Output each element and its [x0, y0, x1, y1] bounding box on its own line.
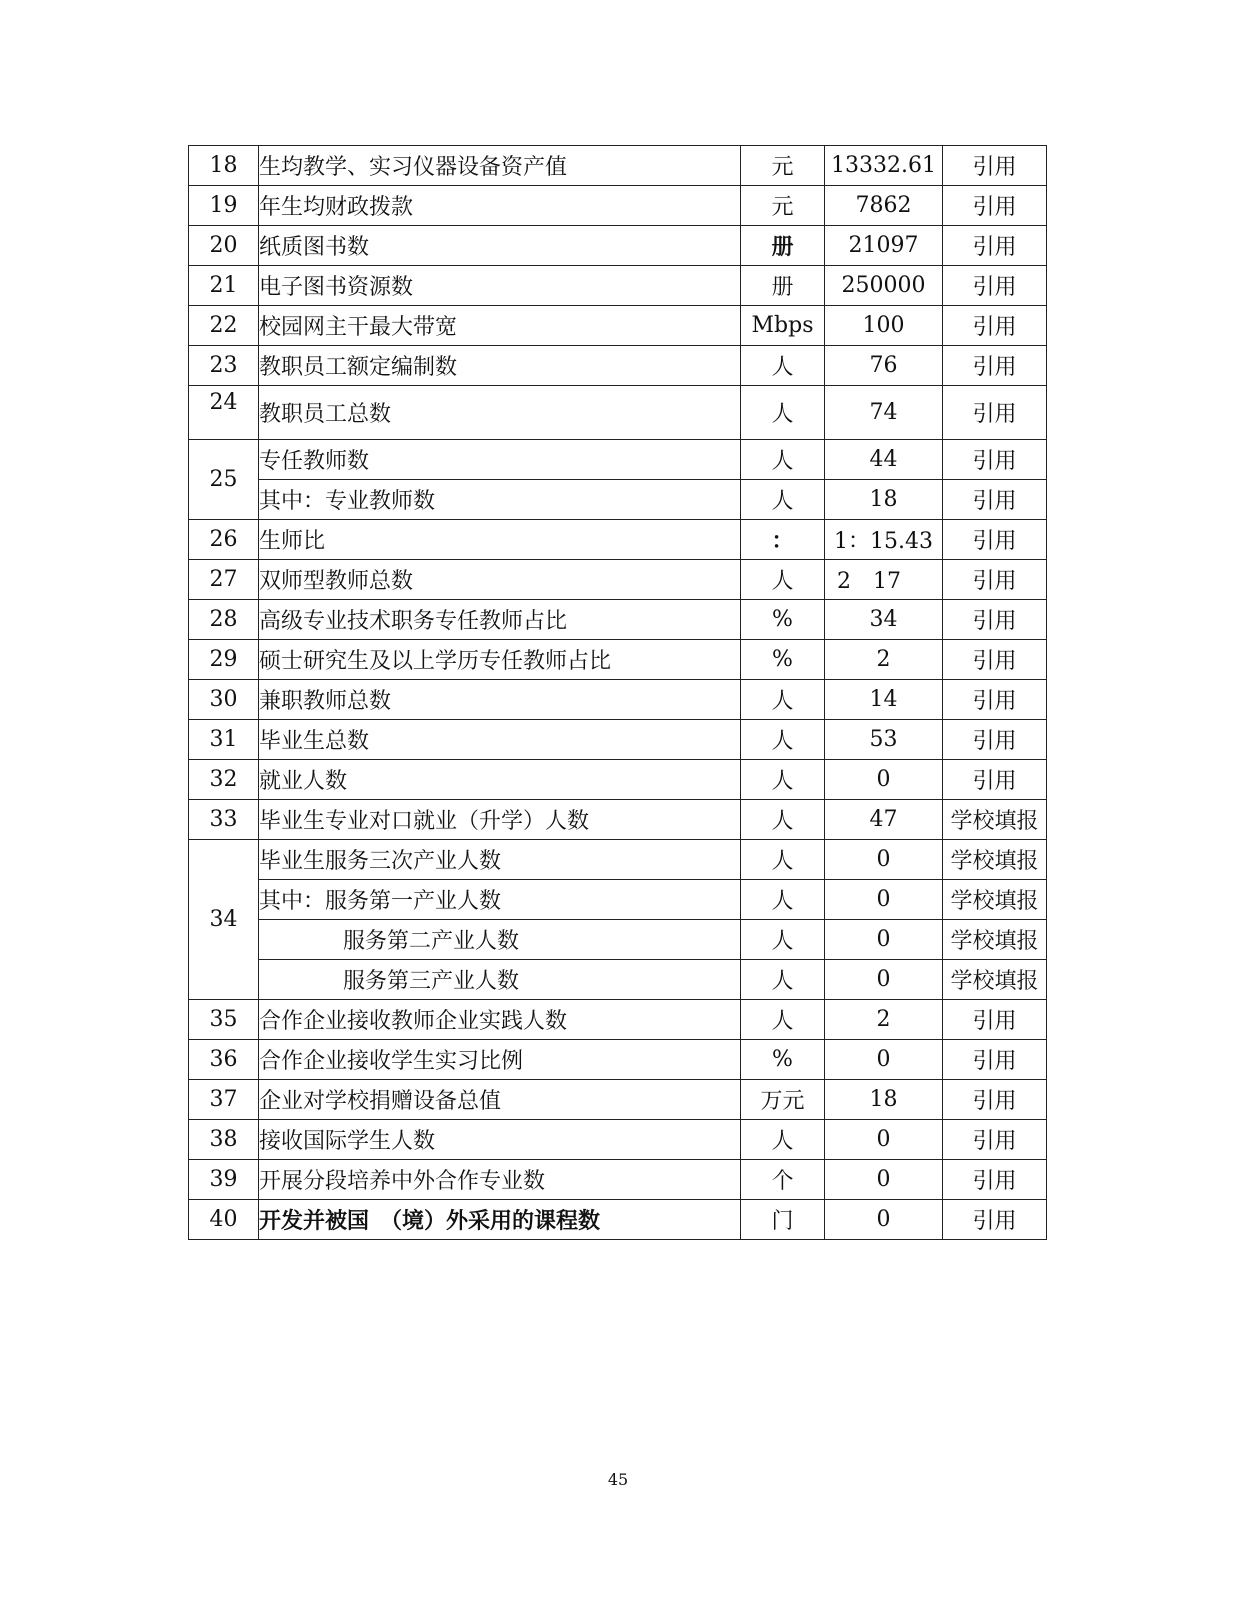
row-source: 引用 [943, 440, 1047, 480]
table-row [189, 720, 1047, 760]
row-source: 引用 [943, 266, 1047, 306]
row-value: 0 [825, 880, 943, 920]
row-unit: 册 [741, 226, 825, 266]
table-row [189, 1040, 1047, 1080]
row-value: 34 [825, 600, 943, 640]
row-item: 企业对学校捐赠设备总值 [259, 1080, 741, 1120]
row-source: 学校填报 [943, 880, 1047, 920]
row-number: 35 [189, 1000, 259, 1040]
row-unit: 人 [741, 880, 825, 920]
table-row [189, 346, 1047, 386]
table-row [189, 1120, 1047, 1160]
row-value: 47 [825, 800, 943, 840]
row-value: 0 [825, 1160, 943, 1200]
table-row [189, 640, 1047, 680]
row-value: 0 [825, 960, 943, 1000]
row-item: 合作企业接收学生实习比例 [259, 1040, 741, 1080]
row-unit: Mbps [741, 306, 825, 346]
table-row [189, 1200, 1047, 1240]
row-unit: 人 [741, 840, 825, 880]
row-source: 引用 [943, 186, 1047, 226]
row-number: 37 [189, 1080, 259, 1120]
table-row [189, 680, 1047, 720]
table-row [189, 800, 1047, 840]
table-row [189, 760, 1047, 800]
row-item: 双师型教师总数 [259, 560, 741, 600]
table-row [189, 560, 1047, 600]
row-item: 纸质图书数 [259, 226, 741, 266]
row-value: 14 [825, 680, 943, 720]
row-number: 32 [189, 760, 259, 800]
indicator-table [188, 145, 1047, 1240]
row-value: 2 [825, 1000, 943, 1040]
row-value: 100 [825, 306, 943, 346]
row-number: 31 [189, 720, 259, 760]
row-number: 24 [189, 386, 259, 440]
table-row [189, 520, 1047, 560]
table-row [189, 386, 1047, 440]
row-unit: 人 [741, 440, 825, 480]
row-item: 其中：专业教师数 [259, 480, 741, 520]
row-unit: 人 [741, 960, 825, 1000]
table-row [189, 1160, 1047, 1200]
page-number: 45 [607, 1470, 629, 1489]
row-number: 29 [189, 640, 259, 680]
row-value: 0 [825, 840, 943, 880]
row-source: 引用 [943, 1200, 1047, 1240]
row-item: 生师比 [259, 520, 741, 560]
row-unit: 人 [741, 680, 825, 720]
row-unit: 人 [741, 386, 825, 440]
row-item: 开展分段培养中外合作专业数 [259, 1160, 741, 1200]
row-number: 39 [189, 1160, 259, 1200]
row-item: 高级专业技术职务专任教师占比 [259, 600, 741, 640]
row-value: 2 17 [825, 560, 943, 600]
row-value: 21097 [825, 226, 943, 266]
table-row [189, 440, 1047, 480]
row-item: 其中：服务第一产业人数 [259, 880, 741, 920]
row-unit: % [741, 640, 825, 680]
row-item: 毕业生服务三次产业人数 [259, 840, 741, 880]
row-number: 25 [189, 440, 259, 520]
row-number: 23 [189, 346, 259, 386]
row-source: 引用 [943, 386, 1047, 440]
row-source: 引用 [943, 520, 1047, 560]
table-row [189, 226, 1047, 266]
table-row [189, 840, 1047, 880]
row-unit: 人 [741, 560, 825, 600]
row-value: 1：15.43 [825, 520, 943, 560]
row-value: 76 [825, 346, 943, 386]
table-row [189, 306, 1047, 346]
row-source: 引用 [943, 640, 1047, 680]
row-source: 引用 [943, 680, 1047, 720]
row-value: 0 [825, 760, 943, 800]
row-unit: 册 [741, 266, 825, 306]
row-value: 13332.61 [825, 146, 943, 186]
row-unit: 人 [741, 346, 825, 386]
row-unit: 万元 [741, 1080, 825, 1120]
row-item: 接收国际学生人数 [259, 1120, 741, 1160]
row-item: 开发并被国 （境）外采用的课程数 [259, 1200, 741, 1240]
row-item: 生均教学、实习仪器设备资产值 [259, 146, 741, 186]
row-source: 学校填报 [943, 920, 1047, 960]
row-number: 27 [189, 560, 259, 600]
row-value: 0 [825, 1120, 943, 1160]
row-item: 电子图书资源数 [259, 266, 741, 306]
table-row [189, 1000, 1047, 1040]
row-source: 学校填报 [943, 960, 1047, 1000]
row-value: 2 [825, 640, 943, 680]
row-unit: 人 [741, 800, 825, 840]
row-value: 44 [825, 440, 943, 480]
row-number: 18 [189, 146, 259, 186]
row-unit: ： [741, 520, 825, 560]
table-row [189, 880, 1047, 920]
table-row [189, 1080, 1047, 1120]
row-number: 34 [189, 840, 259, 1000]
row-value: 250000 [825, 266, 943, 306]
row-source: 引用 [943, 226, 1047, 266]
row-item: 专任教师数 [259, 440, 741, 480]
row-number: 19 [189, 186, 259, 226]
row-source: 引用 [943, 560, 1047, 600]
table-row [189, 480, 1047, 520]
row-value: 53 [825, 720, 943, 760]
row-number: 22 [189, 306, 259, 346]
row-unit: 人 [741, 920, 825, 960]
table-row [189, 920, 1047, 960]
row-unit: 人 [741, 760, 825, 800]
row-number: 36 [189, 1040, 259, 1080]
row-value: 18 [825, 1080, 943, 1120]
row-source: 引用 [943, 146, 1047, 186]
row-item: 兼职教师总数 [259, 680, 741, 720]
row-source: 引用 [943, 306, 1047, 346]
row-unit: 元 [741, 186, 825, 226]
row-item: 硕士研究生及以上学历专任教师占比 [259, 640, 741, 680]
row-unit: 门 [741, 1200, 825, 1240]
row-source: 学校填报 [943, 800, 1047, 840]
row-source: 引用 [943, 1000, 1047, 1040]
row-item: 教职员工总数 [259, 386, 741, 440]
row-item: 毕业生总数 [259, 720, 741, 760]
row-source: 引用 [943, 480, 1047, 520]
row-item: 服务第三产业人数 [259, 960, 741, 1000]
table-row [189, 600, 1047, 640]
row-number: 20 [189, 226, 259, 266]
row-number: 33 [189, 800, 259, 840]
row-unit: 元 [741, 146, 825, 186]
row-item: 毕业生专业对口就业（升学）人数 [259, 800, 741, 840]
row-item: 就业人数 [259, 760, 741, 800]
row-value: 0 [825, 920, 943, 960]
row-item: 服务第二产业人数 [259, 920, 741, 960]
row-source: 引用 [943, 346, 1047, 386]
row-value: 18 [825, 480, 943, 520]
row-unit: 人 [741, 1120, 825, 1160]
row-unit: 人 [741, 1000, 825, 1040]
row-source: 引用 [943, 1040, 1047, 1080]
row-unit: 人 [741, 480, 825, 520]
row-source: 引用 [943, 760, 1047, 800]
row-item: 合作企业接收教师企业实践人数 [259, 1000, 741, 1040]
table-row [189, 266, 1047, 306]
row-source: 学校填报 [943, 840, 1047, 880]
row-value: 0 [825, 1040, 943, 1080]
row-number: 30 [189, 680, 259, 720]
row-item: 校园网主干最大带宽 [259, 306, 741, 346]
row-number: 28 [189, 600, 259, 640]
row-unit: 个 [741, 1160, 825, 1200]
table-row [189, 960, 1047, 1000]
row-item: 年生均财政拨款 [259, 186, 741, 226]
table-row [189, 146, 1047, 186]
row-unit: % [741, 1040, 825, 1080]
row-number: 26 [189, 520, 259, 560]
row-unit: 人 [741, 720, 825, 760]
row-item: 教职员工额定编制数 [259, 346, 741, 386]
row-source: 引用 [943, 1120, 1047, 1160]
row-unit: % [741, 600, 825, 640]
row-value: 7862 [825, 186, 943, 226]
row-source: 引用 [943, 720, 1047, 760]
row-number: 21 [189, 266, 259, 306]
row-source: 引用 [943, 1080, 1047, 1120]
row-value: 0 [825, 1200, 943, 1240]
row-source: 引用 [943, 1160, 1047, 1200]
row-source: 引用 [943, 600, 1047, 640]
table-row [189, 186, 1047, 226]
row-number: 38 [189, 1120, 259, 1160]
row-value: 74 [825, 386, 943, 440]
row-number: 40 [189, 1200, 259, 1240]
